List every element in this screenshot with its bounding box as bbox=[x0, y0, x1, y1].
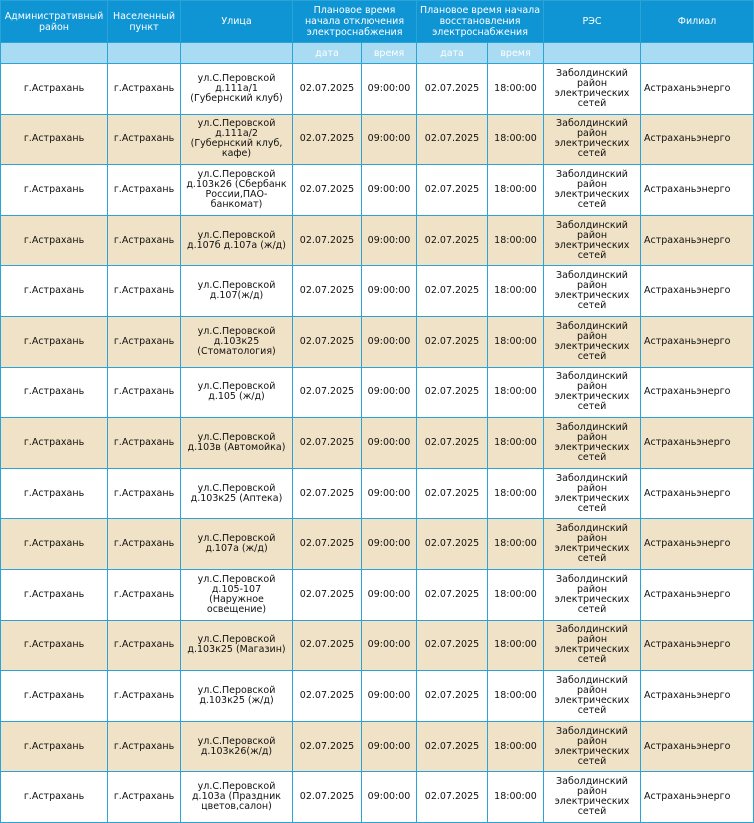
cell-on-time: 18:00:00 bbox=[488, 468, 544, 519]
cell-off-date: 02.07.2025 bbox=[293, 64, 362, 115]
cell-street: ул.С.Перовской д.103в (Автомойка) bbox=[181, 418, 293, 469]
cell-on-date: 02.07.2025 bbox=[417, 620, 488, 671]
cell-street: ул.С.Перовской д.105-107 (Наружное освещение) bbox=[181, 569, 293, 620]
cell-off-time: 09:00:00 bbox=[362, 64, 417, 115]
cell-street: ул.С.Перовской д.107(ж/д) bbox=[181, 266, 293, 317]
subheader-empty bbox=[641, 43, 754, 64]
cell-district: г.Астрахань bbox=[1, 266, 108, 317]
cell-district: г.Астрахань bbox=[1, 114, 108, 165]
cell-settlement: г.Астрахань bbox=[108, 519, 181, 570]
table-row bbox=[1, 64, 754, 115]
cell-street: ул.С.Перовской д.105 (ж/д) bbox=[181, 367, 293, 418]
cell-off-time: 09:00:00 bbox=[362, 569, 417, 620]
cell-res: Заболдинский район электрических сетей bbox=[544, 772, 641, 823]
cell-branch: Астраханьэнерго bbox=[641, 165, 754, 216]
cell-on-date: 02.07.2025 bbox=[417, 367, 488, 418]
cell-res: Заболдинский район электрических сетей bbox=[544, 671, 641, 722]
header-district: Административный район bbox=[1, 1, 108, 43]
cell-res: Заболдинский район электрических сетей bbox=[544, 418, 641, 469]
cell-off-date: 02.07.2025 bbox=[293, 721, 362, 772]
cell-off-time: 09:00:00 bbox=[362, 671, 417, 722]
cell-district: г.Астрахань bbox=[1, 468, 108, 519]
cell-res: Заболдинский район электрических сетей bbox=[544, 215, 641, 266]
header-off-time: Плановое время начала отключения электроснабжения bbox=[293, 1, 417, 43]
cell-off-time: 09:00:00 bbox=[362, 721, 417, 772]
cell-off-date: 02.07.2025 bbox=[293, 620, 362, 671]
cell-on-date: 02.07.2025 bbox=[417, 165, 488, 216]
cell-district: г.Астрахань bbox=[1, 569, 108, 620]
subheader-row bbox=[1, 43, 754, 64]
header-restore-time: Плановое время начала восстановления электроснабжения bbox=[417, 1, 544, 43]
subheader-empty bbox=[1, 43, 108, 64]
cell-street: ул.С.Перовской д.103к25 (Аптека) bbox=[181, 468, 293, 519]
header-branch: Филиал bbox=[641, 1, 754, 43]
cell-street: ул.С.Перовской д.107б д.107а (ж/д) bbox=[181, 215, 293, 266]
cell-res: Заболдинский район электрических сетей bbox=[544, 569, 641, 620]
table-header bbox=[1, 1, 754, 64]
cell-on-time: 18:00:00 bbox=[488, 266, 544, 317]
cell-branch: Астраханьэнерго bbox=[641, 266, 754, 317]
cell-on-time: 18:00:00 bbox=[488, 215, 544, 266]
cell-branch: Астраханьэнерго bbox=[641, 620, 754, 671]
cell-off-date: 02.07.2025 bbox=[293, 165, 362, 216]
cell-settlement: г.Астрахань bbox=[108, 772, 181, 823]
cell-on-date: 02.07.2025 bbox=[417, 266, 488, 317]
cell-off-time: 09:00:00 bbox=[362, 620, 417, 671]
cell-on-date: 02.07.2025 bbox=[417, 519, 488, 570]
cell-on-date: 02.07.2025 bbox=[417, 316, 488, 367]
table-row bbox=[1, 215, 754, 266]
cell-on-time: 18:00:00 bbox=[488, 721, 544, 772]
cell-off-date: 02.07.2025 bbox=[293, 468, 362, 519]
cell-off-time: 09:00:00 bbox=[362, 266, 417, 317]
table-row bbox=[1, 468, 754, 519]
cell-on-time: 18:00:00 bbox=[488, 114, 544, 165]
cell-on-time: 18:00:00 bbox=[488, 165, 544, 216]
cell-res: Заболдинский район электрических сетей bbox=[544, 721, 641, 772]
cell-settlement: г.Астрахань bbox=[108, 671, 181, 722]
cell-settlement: г.Астрахань bbox=[108, 64, 181, 115]
cell-branch: Астраханьэнерго bbox=[641, 114, 754, 165]
cell-res: Заболдинский район электрических сетей bbox=[544, 114, 641, 165]
cell-settlement: г.Астрахань bbox=[108, 721, 181, 772]
cell-branch: Астраханьэнерго bbox=[641, 721, 754, 772]
cell-street: ул.С.Перовской д.103к26 (Сбербанк России,ПАО-банкомат) bbox=[181, 165, 293, 216]
cell-settlement: г.Астрахань bbox=[108, 569, 181, 620]
cell-district: г.Астрахань bbox=[1, 367, 108, 418]
header-street: Улица bbox=[181, 1, 293, 43]
cell-off-date: 02.07.2025 bbox=[293, 519, 362, 570]
cell-on-date: 02.07.2025 bbox=[417, 468, 488, 519]
table-row bbox=[1, 721, 754, 772]
cell-off-time: 09:00:00 bbox=[362, 468, 417, 519]
cell-branch: Астраханьэнерго bbox=[641, 468, 754, 519]
cell-street: ул.С.Перовской д.111а/2 (Губернский клуб, кафе) bbox=[181, 114, 293, 165]
subheader-empty bbox=[108, 43, 181, 64]
cell-district: г.Астрахань bbox=[1, 721, 108, 772]
cell-street: ул.С.Перовской д.103к25 (ж/д) bbox=[181, 671, 293, 722]
cell-settlement: г.Астрахань bbox=[108, 266, 181, 317]
cell-on-date: 02.07.2025 bbox=[417, 215, 488, 266]
cell-on-time: 18:00:00 bbox=[488, 367, 544, 418]
cell-res: Заболдинский район электрических сетей bbox=[544, 165, 641, 216]
cell-settlement: г.Астрахань bbox=[108, 165, 181, 216]
cell-res: Заболдинский район электрических сетей bbox=[544, 266, 641, 317]
cell-on-date: 02.07.2025 bbox=[417, 418, 488, 469]
table-row bbox=[1, 165, 754, 216]
cell-on-time: 18:00:00 bbox=[488, 569, 544, 620]
cell-off-time: 09:00:00 bbox=[362, 215, 417, 266]
cell-branch: Астраханьэнерго bbox=[641, 671, 754, 722]
cell-off-date: 02.07.2025 bbox=[293, 114, 362, 165]
cell-branch: Астраханьэнерго bbox=[641, 215, 754, 266]
cell-branch: Астраханьэнерго bbox=[641, 418, 754, 469]
subheader-off-date: дата bbox=[293, 43, 362, 64]
cell-branch: Астраханьэнерго bbox=[641, 316, 754, 367]
cell-settlement: г.Астрахань bbox=[108, 468, 181, 519]
table-row bbox=[1, 266, 754, 317]
subheader-on-time: время bbox=[488, 43, 544, 64]
cell-district: г.Астрахань bbox=[1, 772, 108, 823]
cell-district: г.Астрахань bbox=[1, 519, 108, 570]
cell-street: ул.С.Перовской д.111а/1 (Губернский клуб) bbox=[181, 64, 293, 115]
cell-off-time: 09:00:00 bbox=[362, 114, 417, 165]
cell-on-time: 18:00:00 bbox=[488, 519, 544, 570]
table-row bbox=[1, 620, 754, 671]
cell-settlement: г.Астрахань bbox=[108, 367, 181, 418]
cell-district: г.Астрахань bbox=[1, 64, 108, 115]
cell-off-time: 09:00:00 bbox=[362, 519, 417, 570]
cell-on-date: 02.07.2025 bbox=[417, 569, 488, 620]
cell-on-date: 02.07.2025 bbox=[417, 114, 488, 165]
header-res: РЭС bbox=[544, 1, 641, 43]
cell-street: ул.С.Перовской д.103к26(ж/д) bbox=[181, 721, 293, 772]
subheader-on-date: дата bbox=[417, 43, 488, 64]
cell-off-time: 09:00:00 bbox=[362, 316, 417, 367]
table-row bbox=[1, 367, 754, 418]
table-row bbox=[1, 316, 754, 367]
cell-district: г.Астрахань bbox=[1, 620, 108, 671]
cell-on-time: 18:00:00 bbox=[488, 316, 544, 367]
cell-branch: Астраханьэнерго bbox=[641, 519, 754, 570]
cell-off-time: 09:00:00 bbox=[362, 165, 417, 216]
cell-on-time: 18:00:00 bbox=[488, 418, 544, 469]
cell-district: г.Астрахань bbox=[1, 215, 108, 266]
cell-res: Заболдинский район электрических сетей bbox=[544, 519, 641, 570]
subheader-empty bbox=[544, 43, 641, 64]
subheader-empty bbox=[181, 43, 293, 64]
subheader-off-time: время bbox=[362, 43, 417, 64]
cell-res: Заболдинский район электрических сетей bbox=[544, 468, 641, 519]
cell-district: г.Астрахань bbox=[1, 418, 108, 469]
table-row bbox=[1, 519, 754, 570]
cell-off-time: 09:00:00 bbox=[362, 367, 417, 418]
cell-branch: Астраханьэнерго bbox=[641, 367, 754, 418]
cell-settlement: г.Астрахань bbox=[108, 620, 181, 671]
cell-res: Заболдинский район электрических сетей bbox=[544, 64, 641, 115]
cell-street: ул.С.Перовской д.103а (Праздник цветов,салон) bbox=[181, 772, 293, 823]
cell-on-date: 02.07.2025 bbox=[417, 671, 488, 722]
cell-district: г.Астрахань bbox=[1, 165, 108, 216]
cell-on-date: 02.07.2025 bbox=[417, 64, 488, 115]
cell-branch: Астраханьэнерго bbox=[641, 772, 754, 823]
cell-on-date: 02.07.2025 bbox=[417, 772, 488, 823]
table-row bbox=[1, 418, 754, 469]
cell-branch: Астраханьэнерго bbox=[641, 569, 754, 620]
table-row bbox=[1, 569, 754, 620]
cell-off-time: 09:00:00 bbox=[362, 772, 417, 823]
cell-settlement: г.Астрахань bbox=[108, 215, 181, 266]
cell-off-date: 02.07.2025 bbox=[293, 367, 362, 418]
cell-off-date: 02.07.2025 bbox=[293, 316, 362, 367]
cell-off-date: 02.07.2025 bbox=[293, 569, 362, 620]
cell-res: Заболдинский район электрических сетей bbox=[544, 367, 641, 418]
cell-settlement: г.Астрахань bbox=[108, 114, 181, 165]
cell-res: Заболдинский район электрических сетей bbox=[544, 316, 641, 367]
cell-off-date: 02.07.2025 bbox=[293, 671, 362, 722]
cell-street: ул.С.Перовской д.103к25 (Стоматология) bbox=[181, 316, 293, 367]
cell-off-time: 09:00:00 bbox=[362, 418, 417, 469]
cell-settlement: г.Астрахань bbox=[108, 418, 181, 469]
header-row bbox=[1, 1, 754, 43]
cell-off-date: 02.07.2025 bbox=[293, 215, 362, 266]
cell-on-time: 18:00:00 bbox=[488, 671, 544, 722]
cell-district: г.Астрахань bbox=[1, 671, 108, 722]
cell-branch: Астраханьэнерго bbox=[641, 64, 754, 115]
table-row bbox=[1, 772, 754, 823]
cell-off-date: 02.07.2025 bbox=[293, 418, 362, 469]
cell-street: ул.С.Перовской д.107а (ж/д) bbox=[181, 519, 293, 570]
cell-res: Заболдинский район электрических сетей bbox=[544, 620, 641, 671]
cell-settlement: г.Астрахань bbox=[108, 316, 181, 367]
table-row bbox=[1, 671, 754, 722]
cell-on-date: 02.07.2025 bbox=[417, 721, 488, 772]
cell-district: г.Астрахань bbox=[1, 316, 108, 367]
table-row bbox=[1, 114, 754, 165]
table-body bbox=[1, 64, 754, 823]
cell-off-date: 02.07.2025 bbox=[293, 266, 362, 317]
cell-on-time: 18:00:00 bbox=[488, 620, 544, 671]
cell-on-time: 18:00:00 bbox=[488, 64, 544, 115]
cell-on-time: 18:00:00 bbox=[488, 772, 544, 823]
cell-street: ул.С.Перовской д.103к25 (Магазин) bbox=[181, 620, 293, 671]
header-settlement: Населенный пункт bbox=[108, 1, 181, 43]
cell-off-date: 02.07.2025 bbox=[293, 772, 362, 823]
